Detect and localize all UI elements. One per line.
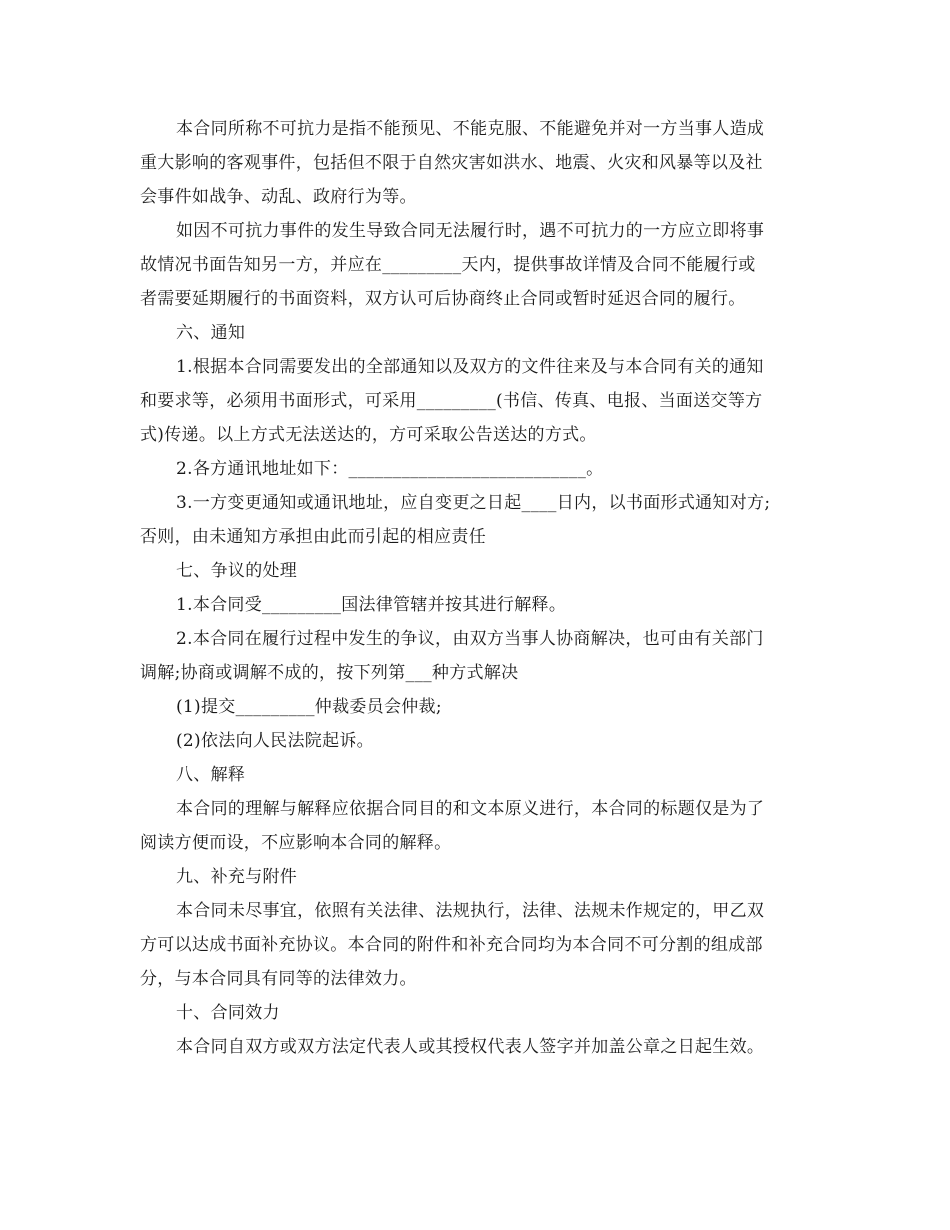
section-heading-disputes: 七、争议的处理 bbox=[176, 561, 298, 581]
section-heading-notice: 六、通知 bbox=[176, 323, 246, 343]
clause-option-litigation: (2)依法向人民法院起诉。 bbox=[176, 731, 374, 751]
clause-notice-3: 3.一方变更通知或通讯地址，应自变更之日起____日内，以书面形式通知对方; bbox=[176, 493, 771, 513]
paragraph-interpretation: 本合同的理解与解释应依据合同目的和文本原义进行，本合同的标题仅是为了 bbox=[176, 799, 765, 819]
section-heading-supplements: 九、补充与附件 bbox=[176, 867, 298, 887]
paragraph-supplements: 本合同未尽事宜，依照有关法律、法规执行，法律、法规未作规定的，甲乙双 bbox=[176, 901, 765, 921]
paragraph-line: 方可以达成书面补充协议。本合同的附件和补充合同均为本合同不可分割的组成部 bbox=[140, 935, 763, 955]
paragraph-line: 式)传递。以上方式无法送达的，方可采取公告送达的方式。 bbox=[140, 425, 597, 445]
clause-option-arbitration: (1)提交_________仲裁委员会仲裁; bbox=[176, 697, 442, 717]
paragraph-line: 否则，由未通知方承担由此而引起的相应责任 bbox=[140, 527, 486, 547]
paragraph-line: 阅读方便而设，不应影响本合同的解释。 bbox=[140, 833, 452, 853]
paragraph-force-majeure-notice: 如因不可抗力事件的发生导致合同无法履行时，遇不可抗力的一方应立即将事 bbox=[176, 221, 765, 241]
clause-disputes-2: 2.本合同在履行过程中发生的争议，由双方当事人协商解决，也可由有关部门 bbox=[176, 629, 764, 649]
paragraph-line: 重大影响的客观事件，包括但不限于自然灾害如洪水、地震、火灾和风暴等以及社 bbox=[140, 153, 763, 173]
paragraph-line: 会事件如战争、动乱、政府行为等。 bbox=[140, 187, 417, 207]
clause-disputes-1: 1.本合同受_________国法律管辖并按其进行解释。 bbox=[176, 595, 567, 615]
paragraph-line: 和要求等，必须用书面形式，可采用_________(书信、传真、电报、当面送交等方 bbox=[140, 391, 763, 411]
paragraph-line: 分，与本合同具有同等的法律效力。 bbox=[140, 969, 417, 989]
clause-notice-2: 2.各方通讯地址如下：___________________________。 bbox=[176, 459, 604, 479]
paragraph-line: 者需要延期履行的书面资料，双方认可后协商终止合同或暂时延迟合同的履行。 bbox=[140, 289, 746, 309]
paragraph-force-majeure-definition: 本合同所称不可抗力是指不能预见、不能克服、不能避免并对一方当事人造成 bbox=[176, 119, 765, 139]
clause-notice-1: 1.根据本合同需要发出的全部通知以及双方的文件往来及与本合同有关的通知 bbox=[176, 357, 764, 377]
paragraph-effectiveness: 本合同自双方或双方法定代表人或其授权代表人签字并加盖公章之日起生效。 bbox=[176, 1037, 765, 1057]
section-heading-interpretation: 八、解释 bbox=[176, 765, 246, 785]
section-heading-effectiveness: 十、合同效力 bbox=[176, 1003, 280, 1023]
paragraph-line: 故情况书面告知另一方，并应在_________天内，提供事故详情及合同不能履行或 bbox=[140, 255, 756, 275]
paragraph-line: 调解;协商或调解不成的，按下列第___种方式解决 bbox=[140, 663, 519, 683]
